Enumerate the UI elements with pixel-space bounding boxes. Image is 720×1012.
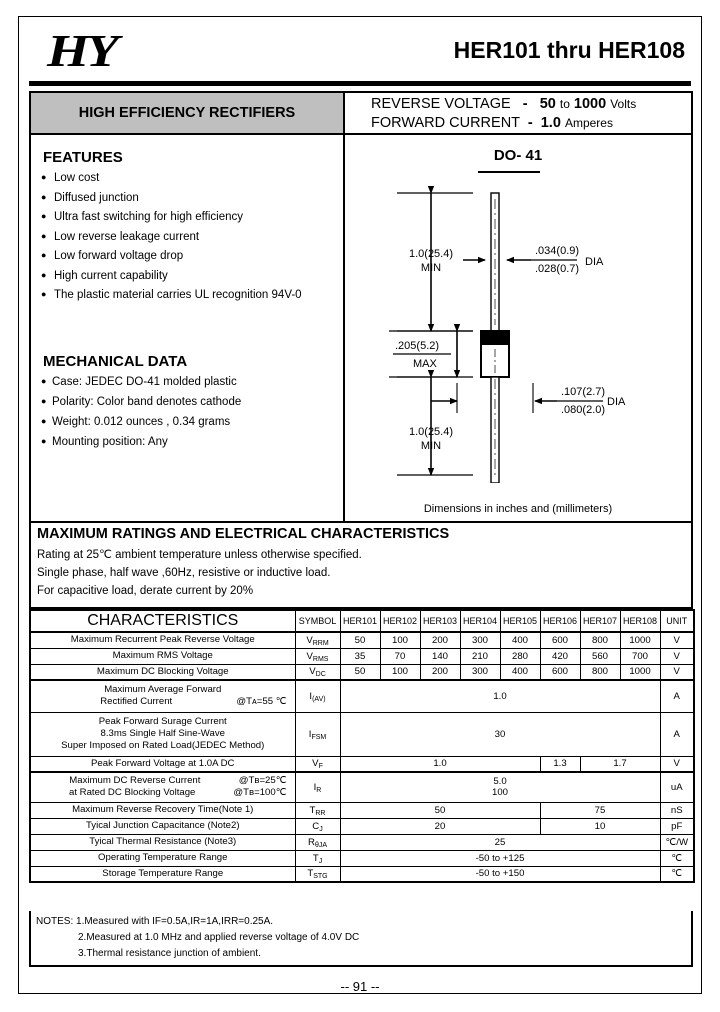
col-her103: HER103 xyxy=(420,610,460,632)
reverse-voltage-dash: - xyxy=(522,96,528,112)
company-logo: HY xyxy=(47,25,116,76)
row-symbol: $V_{RMS}$ xyxy=(295,648,340,664)
features-panel xyxy=(31,135,345,521)
cell-value: 280 xyxy=(500,648,540,664)
row-symbol: $I_{FSM}$ xyxy=(295,712,340,756)
row-desc-line: 8.3ms Single Half Sine-Wave xyxy=(100,728,225,739)
col-her101: HER101 xyxy=(340,610,380,632)
cell-value: 1.3 xyxy=(540,756,580,772)
datasheet-page xyxy=(18,16,702,994)
cell-value: 30 xyxy=(340,712,660,756)
characteristics-table-wrapper xyxy=(29,609,693,883)
row-symbol: $T_{RR}$ xyxy=(295,802,340,818)
table-row xyxy=(30,850,694,866)
reverse-voltage-unit: Volts xyxy=(610,97,637,111)
cell-unit: V xyxy=(660,632,694,648)
row-desc: Tyical Junction Capacitance (Note2) xyxy=(30,818,295,834)
cell-value: 100 xyxy=(380,632,420,648)
features-and-package-section xyxy=(29,135,693,523)
cell-value: 800 xyxy=(580,664,620,680)
list-item: ● Low cost xyxy=(41,172,343,184)
cell-value: 1000 xyxy=(620,632,660,648)
cell-value: 50 xyxy=(340,632,380,648)
forward-current-unit: Amperes xyxy=(564,116,613,130)
page-header xyxy=(19,17,701,85)
col-her105: HER105 xyxy=(500,610,540,632)
cell-unit: A xyxy=(660,680,694,712)
dimension-units-note: Dimensions in inches and (millimeters) xyxy=(423,503,613,515)
table-row xyxy=(30,632,694,648)
cell-unit: ℃/W xyxy=(660,834,694,850)
col-symbol: SYMBOL xyxy=(295,610,340,632)
characteristics-table xyxy=(29,609,695,883)
package-name: DO- 41 xyxy=(493,147,543,164)
row-symbol: $I_{(AV)}$ xyxy=(295,680,340,712)
list-item: ● Case: JEDEC DO-41 molded plastic xyxy=(41,376,241,388)
cell-value: 50 xyxy=(340,664,380,680)
col-unit: UNIT xyxy=(660,610,694,632)
cell-value: -50 to +150 xyxy=(340,866,660,882)
row-desc: Maximum RMS Voltage xyxy=(30,648,295,664)
cell-value: 50 xyxy=(340,802,540,818)
list-item: ● The plastic material carries UL recognition 94V-0 xyxy=(41,289,343,301)
col-her102: HER102 xyxy=(380,610,420,632)
row-desc: Maximum Reverse Recovery Time(Note 1) xyxy=(30,802,295,818)
cell-value: 5.0 xyxy=(493,776,507,788)
cell-value: 1.7 xyxy=(580,756,660,772)
row-condition: @Tʙ=100℃ xyxy=(233,787,287,799)
row-desc: Tyical Thermal Resistance (Note3) xyxy=(30,834,295,850)
cell-value: 1.0 xyxy=(340,756,540,772)
row-symbol: $T_J$ xyxy=(295,850,340,866)
table-row xyxy=(30,680,694,712)
table-row xyxy=(30,712,694,756)
reverse-voltage-min: 50 xyxy=(539,96,556,112)
col-her106: HER106 xyxy=(540,610,580,632)
forward-current-dash: - xyxy=(527,115,533,131)
row-desc: Peak Forward Voltage at 1.0A DC xyxy=(30,756,295,772)
summary-band xyxy=(29,91,693,135)
cell-value: 200 xyxy=(420,664,460,680)
row-desc xyxy=(30,680,295,712)
cell-value: 200 xyxy=(420,632,460,648)
row-symbol: $C_J$ xyxy=(295,818,340,834)
cell-unit: A xyxy=(660,712,694,756)
cell-unit: ℃ xyxy=(660,866,694,882)
page-number: -- 91 -- xyxy=(340,979,380,994)
row-desc-line: Maximum DC Reverse Current @Tʙ=25℃ xyxy=(31,775,295,787)
list-item: ● Polarity: Color band denotes cathode xyxy=(41,396,241,408)
cell-value: 300 xyxy=(460,664,500,680)
row-symbol: $V_F$ xyxy=(295,756,340,772)
mechanical-data-panel xyxy=(41,353,241,456)
features-title: FEATURES xyxy=(43,149,123,166)
list-item: ● Ultra fast switching for high efficiency xyxy=(41,211,343,223)
lead-length-top-value: 1.0(25.4) xyxy=(408,248,454,260)
cell-value: 400 xyxy=(500,632,540,648)
features-list xyxy=(41,172,343,301)
ratings-line: For capacitive load, derate current by 20% xyxy=(37,585,254,597)
body-length-value: .205(5.2) xyxy=(395,340,440,352)
ratings-line: Single phase, half wave ,60Hz, resistive or inductive load. xyxy=(37,567,331,579)
list-item: ● Weight: 0.012 ounces , 0.34 grams xyxy=(41,416,241,428)
cell-unit: ℃ xyxy=(660,850,694,866)
row-condition: @Tʙ=25℃ xyxy=(238,775,287,787)
table-row xyxy=(30,756,694,772)
cell-unit: uA xyxy=(660,772,694,802)
cell-value: 25 xyxy=(340,834,660,850)
row-desc: Operating Temperature Range xyxy=(30,850,295,866)
cell-unit: V xyxy=(660,756,694,772)
summary-specs xyxy=(345,93,691,133)
mechanical-data-list xyxy=(41,376,241,448)
cell-value: 560 xyxy=(580,648,620,664)
forward-current-spec xyxy=(371,114,691,133)
lead-dia-max-value: .034(0.9) xyxy=(535,245,580,257)
cell-value: 100 xyxy=(380,664,420,680)
cell-unit: V xyxy=(660,648,694,664)
row-symbol: $I_R$ xyxy=(295,772,340,802)
row-desc: Storage Temperature Range xyxy=(30,866,295,882)
table-row xyxy=(30,648,694,664)
cell-value: 75 xyxy=(540,802,660,818)
cell-value: 600 xyxy=(540,632,580,648)
reverse-voltage-label: REVERSE VOLTAGE xyxy=(371,96,511,112)
do41-package-diagram xyxy=(345,173,691,483)
notes-section xyxy=(29,911,693,967)
body-dia-min-value: .080(2.0) xyxy=(561,404,606,416)
table-row xyxy=(30,834,694,850)
cell-value: 1000 xyxy=(620,664,660,680)
row-desc-line: Peak Forward Surage Current xyxy=(98,716,227,727)
col-her104: HER104 xyxy=(460,610,500,632)
row-desc-line2: Rectified Current @Tᴀ=55 ℃ xyxy=(31,696,295,708)
table-header-row xyxy=(30,610,694,632)
cell-unit: nS xyxy=(660,802,694,818)
table-row xyxy=(30,664,694,680)
list-item: ● Low reverse leakage current xyxy=(41,231,343,243)
cell-value: 1.0 xyxy=(340,680,660,712)
row-symbol: $T_{STG}$ xyxy=(295,866,340,882)
table-row xyxy=(30,772,694,802)
ratings-intro-section xyxy=(29,523,693,609)
cell-value: 210 xyxy=(460,648,500,664)
package-drawing-panel xyxy=(345,135,691,521)
cell-unit: V xyxy=(660,664,694,680)
list-item: ● High current capability xyxy=(41,270,343,282)
cell-unit: pF xyxy=(660,818,694,834)
cell-value: 800 xyxy=(580,632,620,648)
row-desc-line: Maximum Average Forward xyxy=(104,684,222,696)
cell-value: 300 xyxy=(460,632,500,648)
list-item: ● Diffused junction xyxy=(41,192,343,204)
cell-value: 420 xyxy=(540,648,580,664)
cell-value: 700 xyxy=(620,648,660,664)
table-row xyxy=(30,802,694,818)
cell-value: 600 xyxy=(540,664,580,680)
col-her108: HER108 xyxy=(620,610,660,632)
row-symbol: $V_{DC}$ xyxy=(295,664,340,680)
lead-length-bottom-value: 1.0(25.4) xyxy=(408,426,454,438)
list-item: ● Low forward voltage drop xyxy=(41,250,343,262)
lead-length-bottom-qualifier: MIN xyxy=(420,440,442,452)
row-desc: Maximum Recurrent Peak Reverse Voltage xyxy=(30,632,295,648)
row-desc xyxy=(30,712,295,756)
lead-length-top-qualifier: MIN xyxy=(420,262,442,274)
note-2: 2.Measured at 1.0 MHz and applied reverse voltage of 4.0V DC xyxy=(78,932,360,943)
reverse-voltage-max: 1000 xyxy=(573,96,607,112)
row-desc-line: at Rated DC Blocking Voltage @Tʙ=100℃ xyxy=(31,787,295,799)
list-item: ● Mounting position: Any xyxy=(41,436,241,448)
page-title: HER101 thru HER108 xyxy=(453,37,685,63)
ratings-title: MAXIMUM RATINGS AND ELECTRICAL CHARACTERISTICS xyxy=(37,526,450,542)
col-her107: HER107 xyxy=(580,610,620,632)
forward-current-label: FORWARD CURRENT xyxy=(371,115,520,131)
cell-value: 35 xyxy=(340,648,380,664)
row-symbol: $V_{RRM}$ xyxy=(295,632,340,648)
note-3: 3.Thermal resistance junction of ambient. xyxy=(78,948,261,959)
row-symbol: $R_{\theta JA}$ xyxy=(295,834,340,850)
cell-value: 100 xyxy=(491,787,508,799)
row-desc: Maximum DC Blocking Voltage xyxy=(30,664,295,680)
lead-dia-min-value: .028(0.7) xyxy=(535,263,580,275)
product-category: HIGH EFFICIENCY RECTIFIERS xyxy=(31,93,345,133)
table-row xyxy=(30,818,694,834)
lead-dia-label: DIA xyxy=(585,256,604,268)
ratings-line: Rating at 25℃ ambient temperature unless otherwise specified. xyxy=(37,549,362,561)
reverse-voltage-spec xyxy=(371,95,691,114)
reverse-voltage-to: to xyxy=(559,97,570,111)
row-condition: @Tᴀ=55 ℃ xyxy=(236,696,287,708)
cell-value: 70 xyxy=(380,648,420,664)
note-1: NOTES: 1.Measured with IF=0.5A,IR=1A,IRR=0.25A. xyxy=(36,916,274,927)
mechanical-data-title: MECHANICAL DATA xyxy=(43,353,188,370)
cell-value: 10 xyxy=(540,818,660,834)
forward-current-value: 1.0 xyxy=(540,115,561,131)
row-desc-line: Super Imposed on Rated Load(JEDEC Method) xyxy=(61,740,265,751)
cell-value: 400 xyxy=(500,664,540,680)
row-desc xyxy=(30,772,295,802)
header-divider xyxy=(29,81,691,86)
body-length-qualifier: MAX xyxy=(413,358,437,370)
body-dia-label: DIA xyxy=(607,396,626,408)
col-characteristics: CHARACTERISTICS xyxy=(30,610,295,632)
cell-value: -50 to +125 xyxy=(340,850,660,866)
table-row xyxy=(30,866,694,882)
cell-value: 20 xyxy=(340,818,540,834)
cell-value: 140 xyxy=(420,648,460,664)
cell-value-group xyxy=(340,772,660,802)
body-dia-max-value: .107(2.7) xyxy=(561,386,606,398)
